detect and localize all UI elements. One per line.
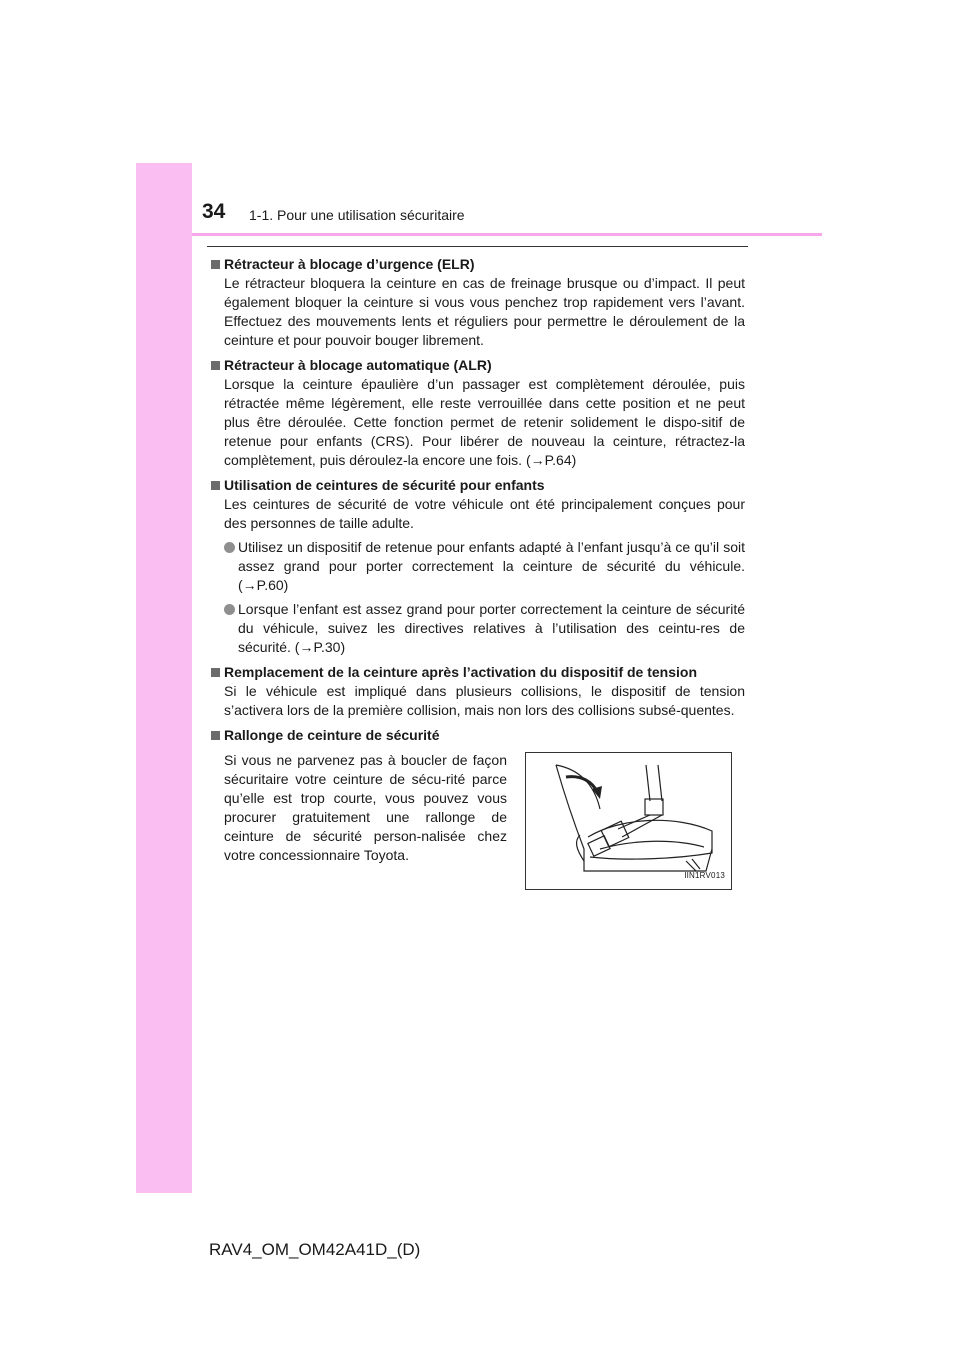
section-body: Si le véhicule est impliqué dans plusieurs collisions, le dispositif de tension s’activera lors de la première collision, mais non lors des collisions subsé-quentes. <box>224 683 745 718</box>
footer-doc-code: RAV4_OM_OM42A41D_(D) <box>209 1240 421 1259</box>
bullet-item <box>224 600 745 657</box>
bullet-text: Lorsque l’enfant est assez grand pour porter correctement la ceinture de sécurité du véhicule, suivez les directives relatives à l’utilisation des ceintu-res de sécurité. (→P.30) <box>238 601 745 655</box>
section-children <box>211 476 745 657</box>
content <box>211 255 745 896</box>
section-heading: Utilisation de ceintures de sécurité pour enfants <box>224 477 545 493</box>
header-rule <box>192 233 822 236</box>
section-alr <box>211 356 745 470</box>
section-body: Le rétracteur bloquera la ceinture en cas de freinage brusque ou d’impact. Il peut également bloquer la ceinture si vous vous penchez trop rapidement vers l’avant. Effectuez des mouvements lents et réguliers pour permettre le déroulement de la ceinture et pour pouvoir bouger librement. <box>224 275 745 348</box>
section-heading: Rétracteur à blocage d’urgence (ELR) <box>224 256 475 272</box>
section-replacement <box>211 663 745 720</box>
seat-belt-extender-figure <box>525 752 732 890</box>
round-bullet-icon <box>224 604 235 615</box>
section-body: Les ceintures de sécurité de votre véhicule ont été principalement conçues pour des personnes de taille adulte. <box>224 496 745 531</box>
figure-code: IIN1RV013 <box>684 871 725 880</box>
section-title: 1-1. Pour une utilisation sécuritaire <box>249 207 465 223</box>
round-bullet-icon <box>224 542 235 553</box>
section-heading: Remplacement de la ceinture après l’activation du dispositif de tension <box>224 664 698 680</box>
square-bullet-icon <box>211 668 220 677</box>
bullet-item <box>224 538 745 595</box>
square-bullet-icon <box>211 361 220 370</box>
section-heading: Rétracteur à blocage automatique (ALR) <box>224 357 492 373</box>
square-bullet-icon <box>211 481 220 490</box>
section-heading: Rallonge de ceinture de sécurité <box>224 727 440 743</box>
content-divider <box>207 246 748 247</box>
page-number: 34 <box>202 200 226 223</box>
side-tab-band <box>136 163 192 1193</box>
square-bullet-icon <box>211 260 220 269</box>
section-elr <box>211 255 745 350</box>
square-bullet-icon <box>211 731 220 740</box>
bullet-text: Utilisez un dispositif de retenue pour enfants adapté à l’enfant jusqu’à ce qu’il soit assez grand pour porter correctement la ceinture de sécurité du véhicule. (→P.60) <box>238 539 745 593</box>
section-body: Lorsque la ceinture épaulière d’un passager est complètement déroulée, puis rétractée même légèrement, elle reste verrouillée dans cette position et ne peut plus être déroulée. Cette fonction permet de retenir solidement le dispo-sitif de retenue pour enfants (CRS). Pour libérer de nouveau la ceinture, rétractez-la complètement, puis déroulez-la encore une fois. (→P.64) <box>224 376 745 468</box>
section-body: Si vous ne parvenez pas à boucler de façon sécuritaire votre ceinture de sécu-rité parce qu’elle est trop courte, vous pouvez vous procurer gratuitement une rallonge de ceinture de sécurité person-nalisée chez votre concessionnaire Toyota. <box>224 752 507 863</box>
section-extender <box>211 726 745 890</box>
